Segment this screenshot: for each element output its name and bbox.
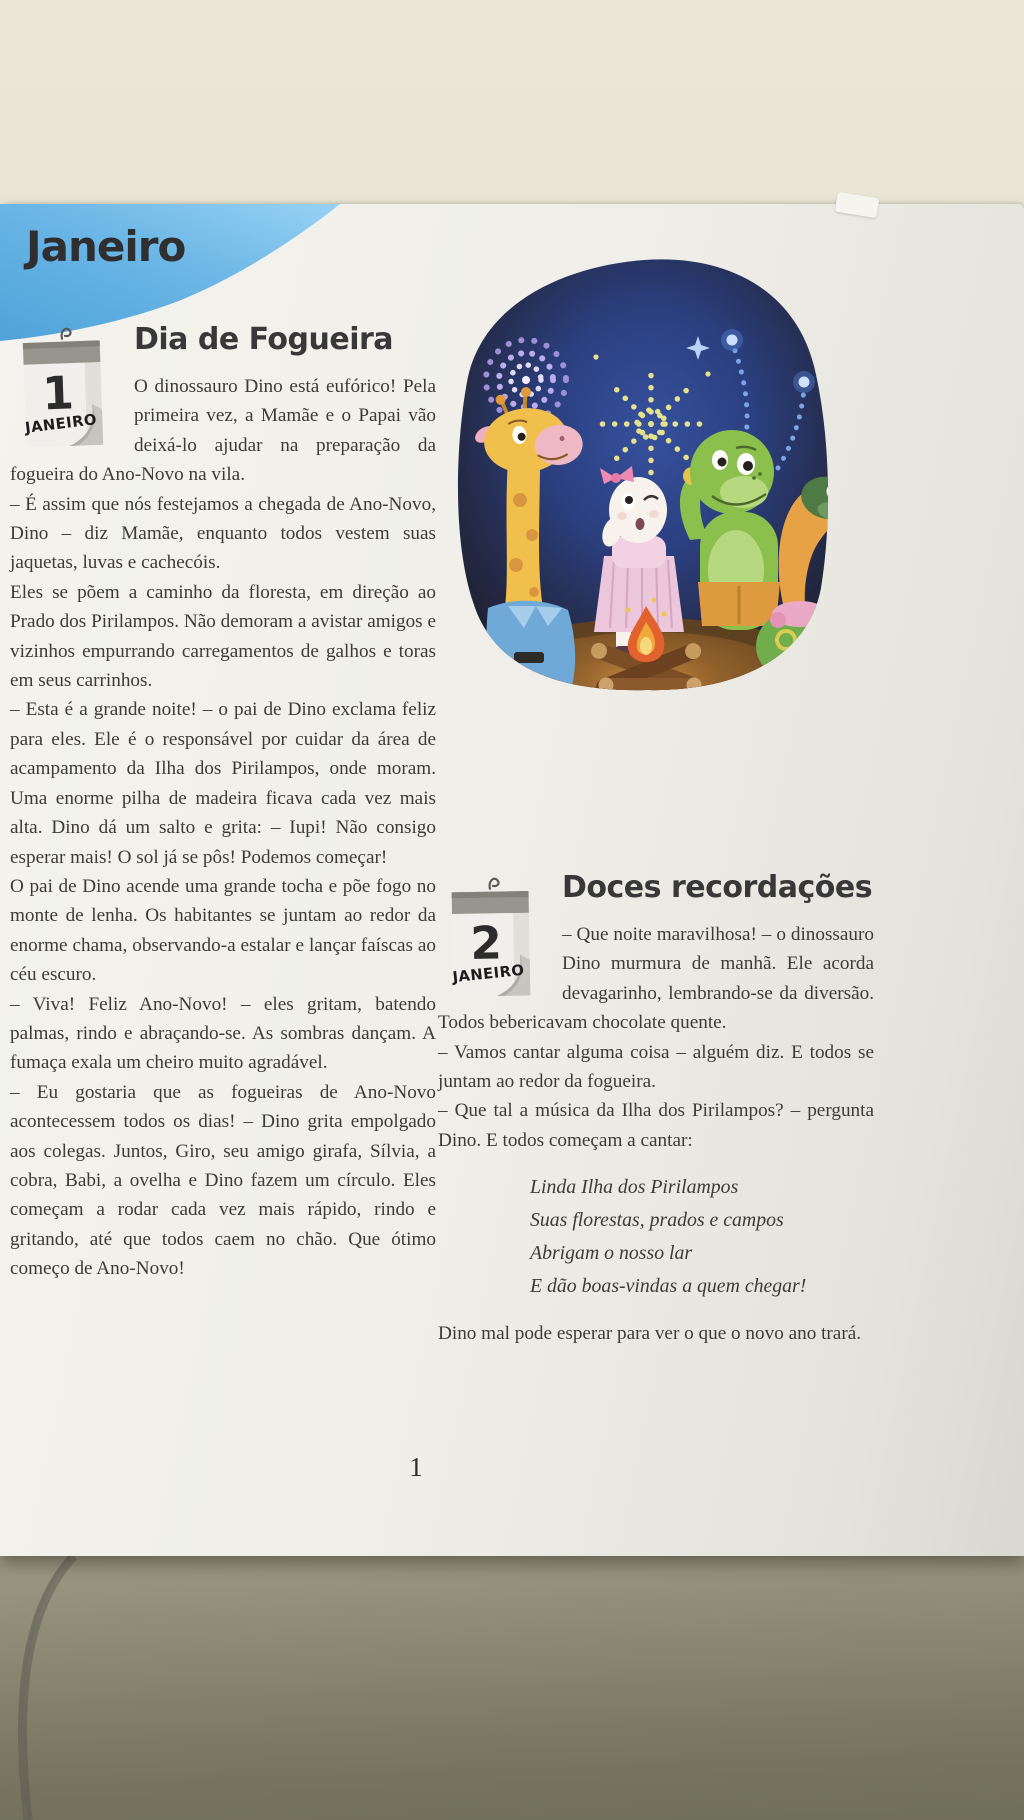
- calendar-hanger-icon: [490, 879, 499, 889]
- section-title: Dia de Fogueira: [134, 322, 394, 357]
- song-verse: [530, 1171, 874, 1303]
- section-title: Doces recordações: [562, 870, 873, 905]
- calendar-hanger-icon: [62, 329, 71, 339]
- svg-text:1: 1: [41, 366, 75, 421]
- page-torn-corner: [835, 192, 880, 218]
- body-paragraph: – É assim que nós festejamos a chegada de Ano-Novo, Dino – diz Mamãe, enquanto todos vestem suas jaquetas, luvas e cachecóis.: [10, 493, 436, 574]
- section-doces-recordacoes: [438, 870, 874, 1349]
- body-paragraph: O dinossauro Dino está eufórico! Pela primeira vez, a Mamãe e o Papai vão deixá-lo ajudar na preparação da fogueira do Ano-Novo na vila.: [10, 376, 436, 486]
- body-paragraph: – Eu gostaria que as fogueiras de Ano-Novo acontecessem todos os dias! – Dino grita empolgado aos colegas. Juntos, Giro, seu amigo girafa, Sílvia, a cobra, Babi, a ovelha e Dino fazem um círculo. Eles começam a rodar cada vez mais rápido, rindo e gritando, até que todos caem no chão. Que ótimo começo de Ano-Novo!: [10, 1081, 436, 1280]
- poem-line: E dão boas-vindas a quem chegar!: [530, 1275, 807, 1298]
- month-title: Janeiro: [26, 222, 186, 271]
- svg-text:JANEIRO: JANEIRO: [451, 961, 526, 987]
- calendar-icon-day-2: [438, 874, 550, 1004]
- table-surface: [0, 1556, 1024, 1820]
- book-page: [0, 204, 1024, 1556]
- poem-line: Suas florestas, prados e campos: [530, 1209, 784, 1232]
- night-illustration: [446, 252, 844, 694]
- svg-text:JANEIRO: JANEIRO: [24, 411, 98, 437]
- right-column: [438, 252, 874, 1349]
- body-paragraph: – Que tal a música da Ilha dos Pirilampos? – pergunta Dino. E todos começam a cantar:: [438, 1100, 874, 1151]
- page-number: 1: [409, 1452, 423, 1482]
- section-dia-de-fogueira: [10, 320, 436, 1284]
- body-paragraph: – Esta é a grande noite! – o pai de Dino exclama feliz para eles. Ele é o responsável por cuidar da área de acampamento da Ilha dos Pirilampos, onde moram. Uma enorme pilha de madeira ficava cada vez mais alta. Dino dá um salto e grita: – Iupi! Não consigo esperar mais! O sol já se pôs! Podemos começar!: [10, 699, 436, 868]
- calendar-icon-day-1: [10, 324, 122, 454]
- poem-line: Abrigam o nosso lar: [530, 1242, 693, 1265]
- closing-paragraph: Dino mal pode esperar para ver o que o novo ano trará.: [438, 1323, 862, 1345]
- body-paragraph: – Que noite maravilhosa! – o dinossauro Dino murmura de manhã. Ele acorda devagarinho, lembrando-se da diversão. Todos bebericavam chocolate quente.: [438, 924, 874, 1034]
- body-paragraph: O pai de Dino acende uma grande tocha e põe fogo no monte de lenha. Os habitantes se juntam ao redor da enorme chama, observando-a estalar e lançar faíscas ao céu escuro.: [10, 875, 436, 986]
- poem-line: Linda Ilha dos Pirilampos: [530, 1176, 739, 1199]
- body-paragraph: – Vamos cantar alguma coisa – alguém diz. E todos se juntam ao redor da fogueira.: [438, 1041, 874, 1093]
- cable-shadow: [0, 1556, 140, 1820]
- body-paragraph: Eles se põem a caminho da floresta, em direção ao Prado dos Pirilampos. Não demoram a avistar amigos e vizinhos empurrando carregamentos de galhos e toras em seus carrinhos.: [10, 581, 436, 692]
- svg-text:2: 2: [469, 916, 503, 971]
- body-paragraph: – Viva! Feliz Ano-Novo! – eles gritam, batendo palmas, rindo e abraçando-se. As sombras dançam. A fumaça exala um cheiro muito agradável.: [10, 993, 436, 1074]
